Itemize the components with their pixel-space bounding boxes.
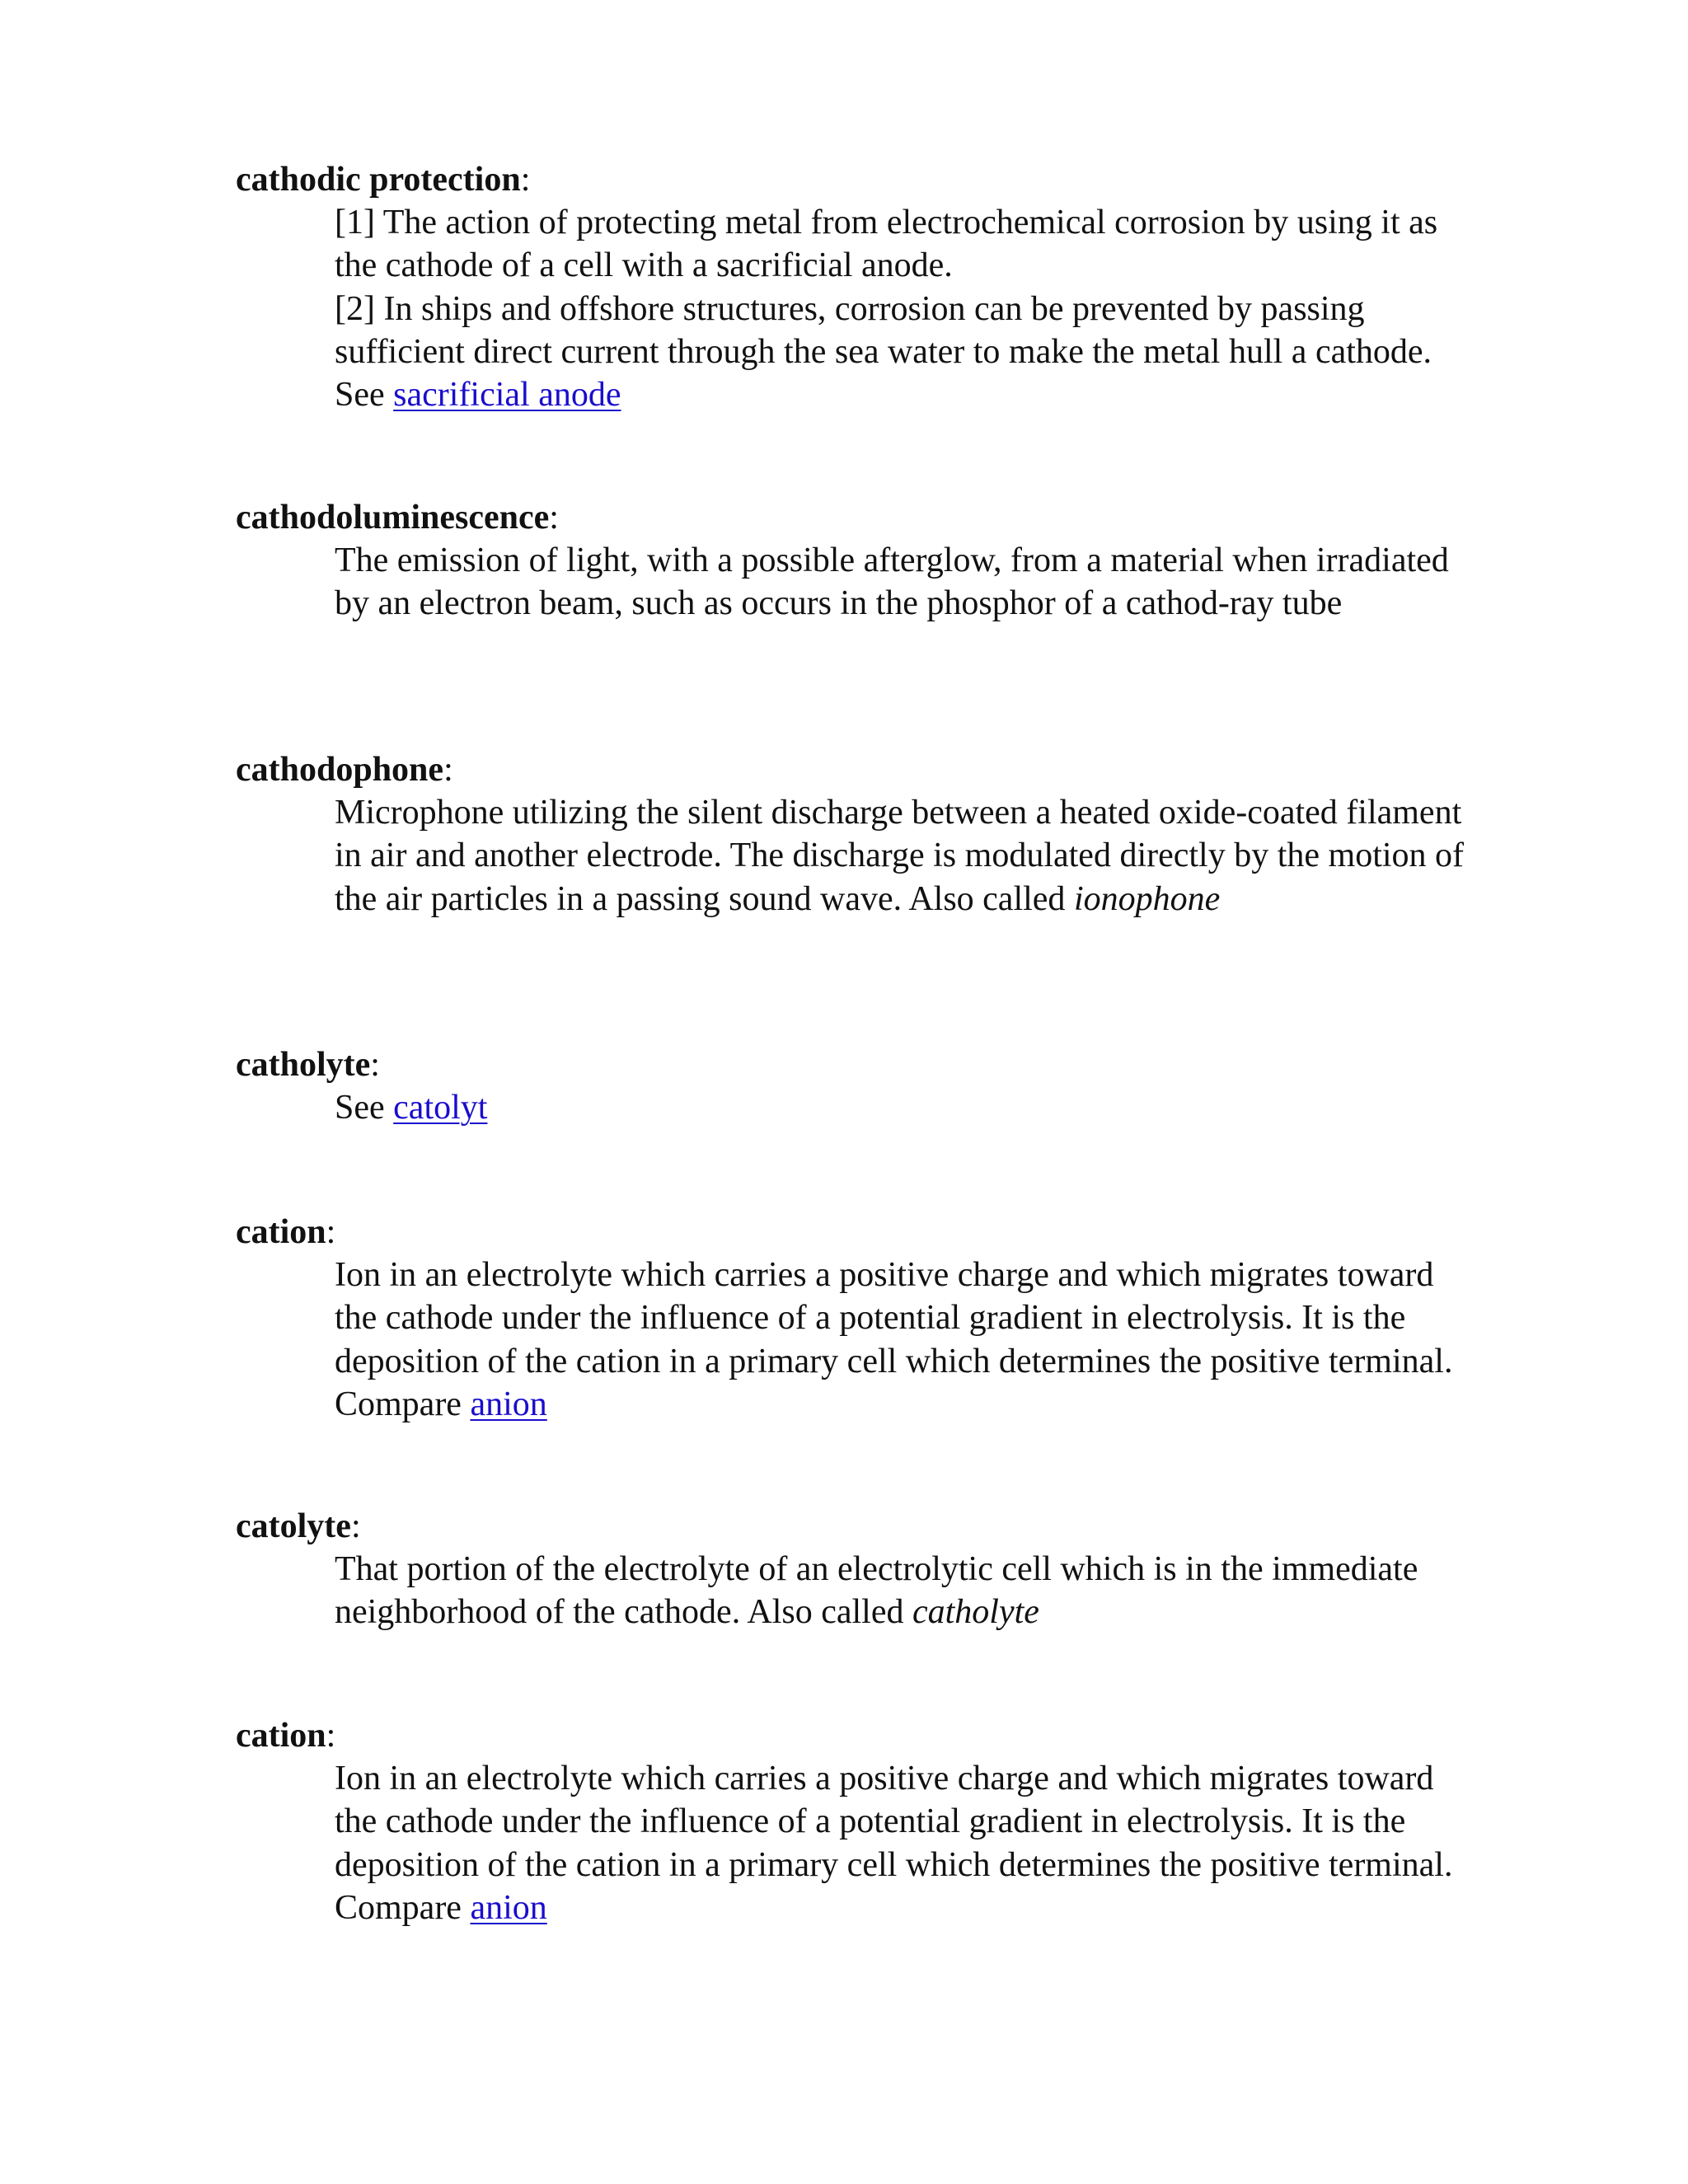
cross-reference-link[interactable]: anion xyxy=(470,1888,547,1927)
term-heading: cation xyxy=(236,1213,326,1251)
term-colon: : xyxy=(326,1213,336,1251)
cross-reference-link[interactable]: catolyt xyxy=(393,1089,488,1127)
definition-paragraph xyxy=(335,791,1472,921)
glossary-entry xyxy=(236,158,1472,416)
term-line xyxy=(236,1043,1472,1086)
definition-paragraph xyxy=(335,1254,1472,1426)
definition xyxy=(335,1548,1472,1634)
term-heading: cathodic protection xyxy=(236,161,521,199)
term-line xyxy=(236,748,1472,791)
definition-text: See xyxy=(335,1089,394,1127)
definition-paragraph xyxy=(335,201,1472,288)
definition-text: That portion of the electrolyte of an electrolytic cell which is in the immediate neighborhood of the cathode. Also called xyxy=(335,1550,1418,1632)
definition-text: [1] The action of protecting metal from electrochemical corrosion by using it as the cathode of a cell with a sacrificial anode. xyxy=(335,204,1438,285)
definition-text: Ion in an electrolyte which carries a positive charge and which migrates toward the cathode under the influence of a potential gradient in electrolysis. It is the deposition of the cation in a primary cell which determines the positive terminal. Compare xyxy=(335,1760,1453,1927)
term-colon: : xyxy=(443,751,453,789)
term-colon: : xyxy=(326,1717,336,1755)
term-line xyxy=(236,1714,1472,1757)
term-heading: catholyte xyxy=(236,1046,371,1084)
definition-text: [2] In ships and offshore structures, corrosion can be prevented by passing sufficient direct current through the sea water to make the metal hull a cathode. See xyxy=(335,289,1432,415)
definition-paragraph xyxy=(335,288,1472,417)
term-colon: : xyxy=(370,1046,380,1084)
definition-text: The emission of light, with a possible afterglow, from a material when irradiated by an electron beam, such as occurs in the phosphor of a cathod-ray tube xyxy=(335,541,1449,623)
glossary-entry xyxy=(236,748,1472,921)
definition-paragraph xyxy=(335,1548,1472,1634)
definition-paragraph xyxy=(335,1757,1472,1929)
definition-paragraph xyxy=(335,1086,1472,1129)
definition xyxy=(335,201,1472,416)
definition xyxy=(335,791,1472,921)
synonym-term: ionophone xyxy=(1073,879,1221,918)
term-line xyxy=(236,1211,1472,1254)
term-line xyxy=(236,1505,1472,1548)
term-line xyxy=(236,158,1472,201)
cross-reference-link[interactable]: anion xyxy=(470,1385,547,1423)
glossary-entry xyxy=(236,1505,1472,1634)
glossary-entry xyxy=(236,496,1472,626)
term-line xyxy=(236,496,1472,539)
definition-text: Ion in an electrolyte which carries a positive charge and which migrates toward the cathode under the influence of a potential gradient in electrolysis. It is the deposition of the cation in a primary cell which determines the positive terminal. Compare xyxy=(335,1256,1453,1423)
glossary-entry xyxy=(236,1211,1472,1426)
term-heading: cathodophone xyxy=(236,751,444,789)
term-colon: : xyxy=(350,1507,361,1545)
definition-paragraph xyxy=(335,539,1472,626)
synonym-term: catholyte xyxy=(912,1593,1039,1632)
term-colon: : xyxy=(520,161,531,199)
cross-reference-link[interactable]: sacrificial anode xyxy=(393,376,621,415)
definition-text: Microphone utilizing the silent discharge between a heated oxide-coated filament in air and another electrode. The discharge is modulated directly by the motion of the air particles in a passing sound wave. Also called xyxy=(335,794,1465,918)
definition xyxy=(335,539,1472,626)
term-heading: cation xyxy=(236,1717,326,1755)
term-heading: catolyte xyxy=(236,1507,351,1545)
term-colon: : xyxy=(549,499,559,537)
definition xyxy=(335,1086,1472,1129)
term-heading: cathodoluminescence xyxy=(236,499,550,537)
glossary-entry xyxy=(236,1714,1472,1929)
definition xyxy=(335,1757,1472,1929)
definition xyxy=(335,1254,1472,1426)
glossary-entry xyxy=(236,1043,1472,1129)
